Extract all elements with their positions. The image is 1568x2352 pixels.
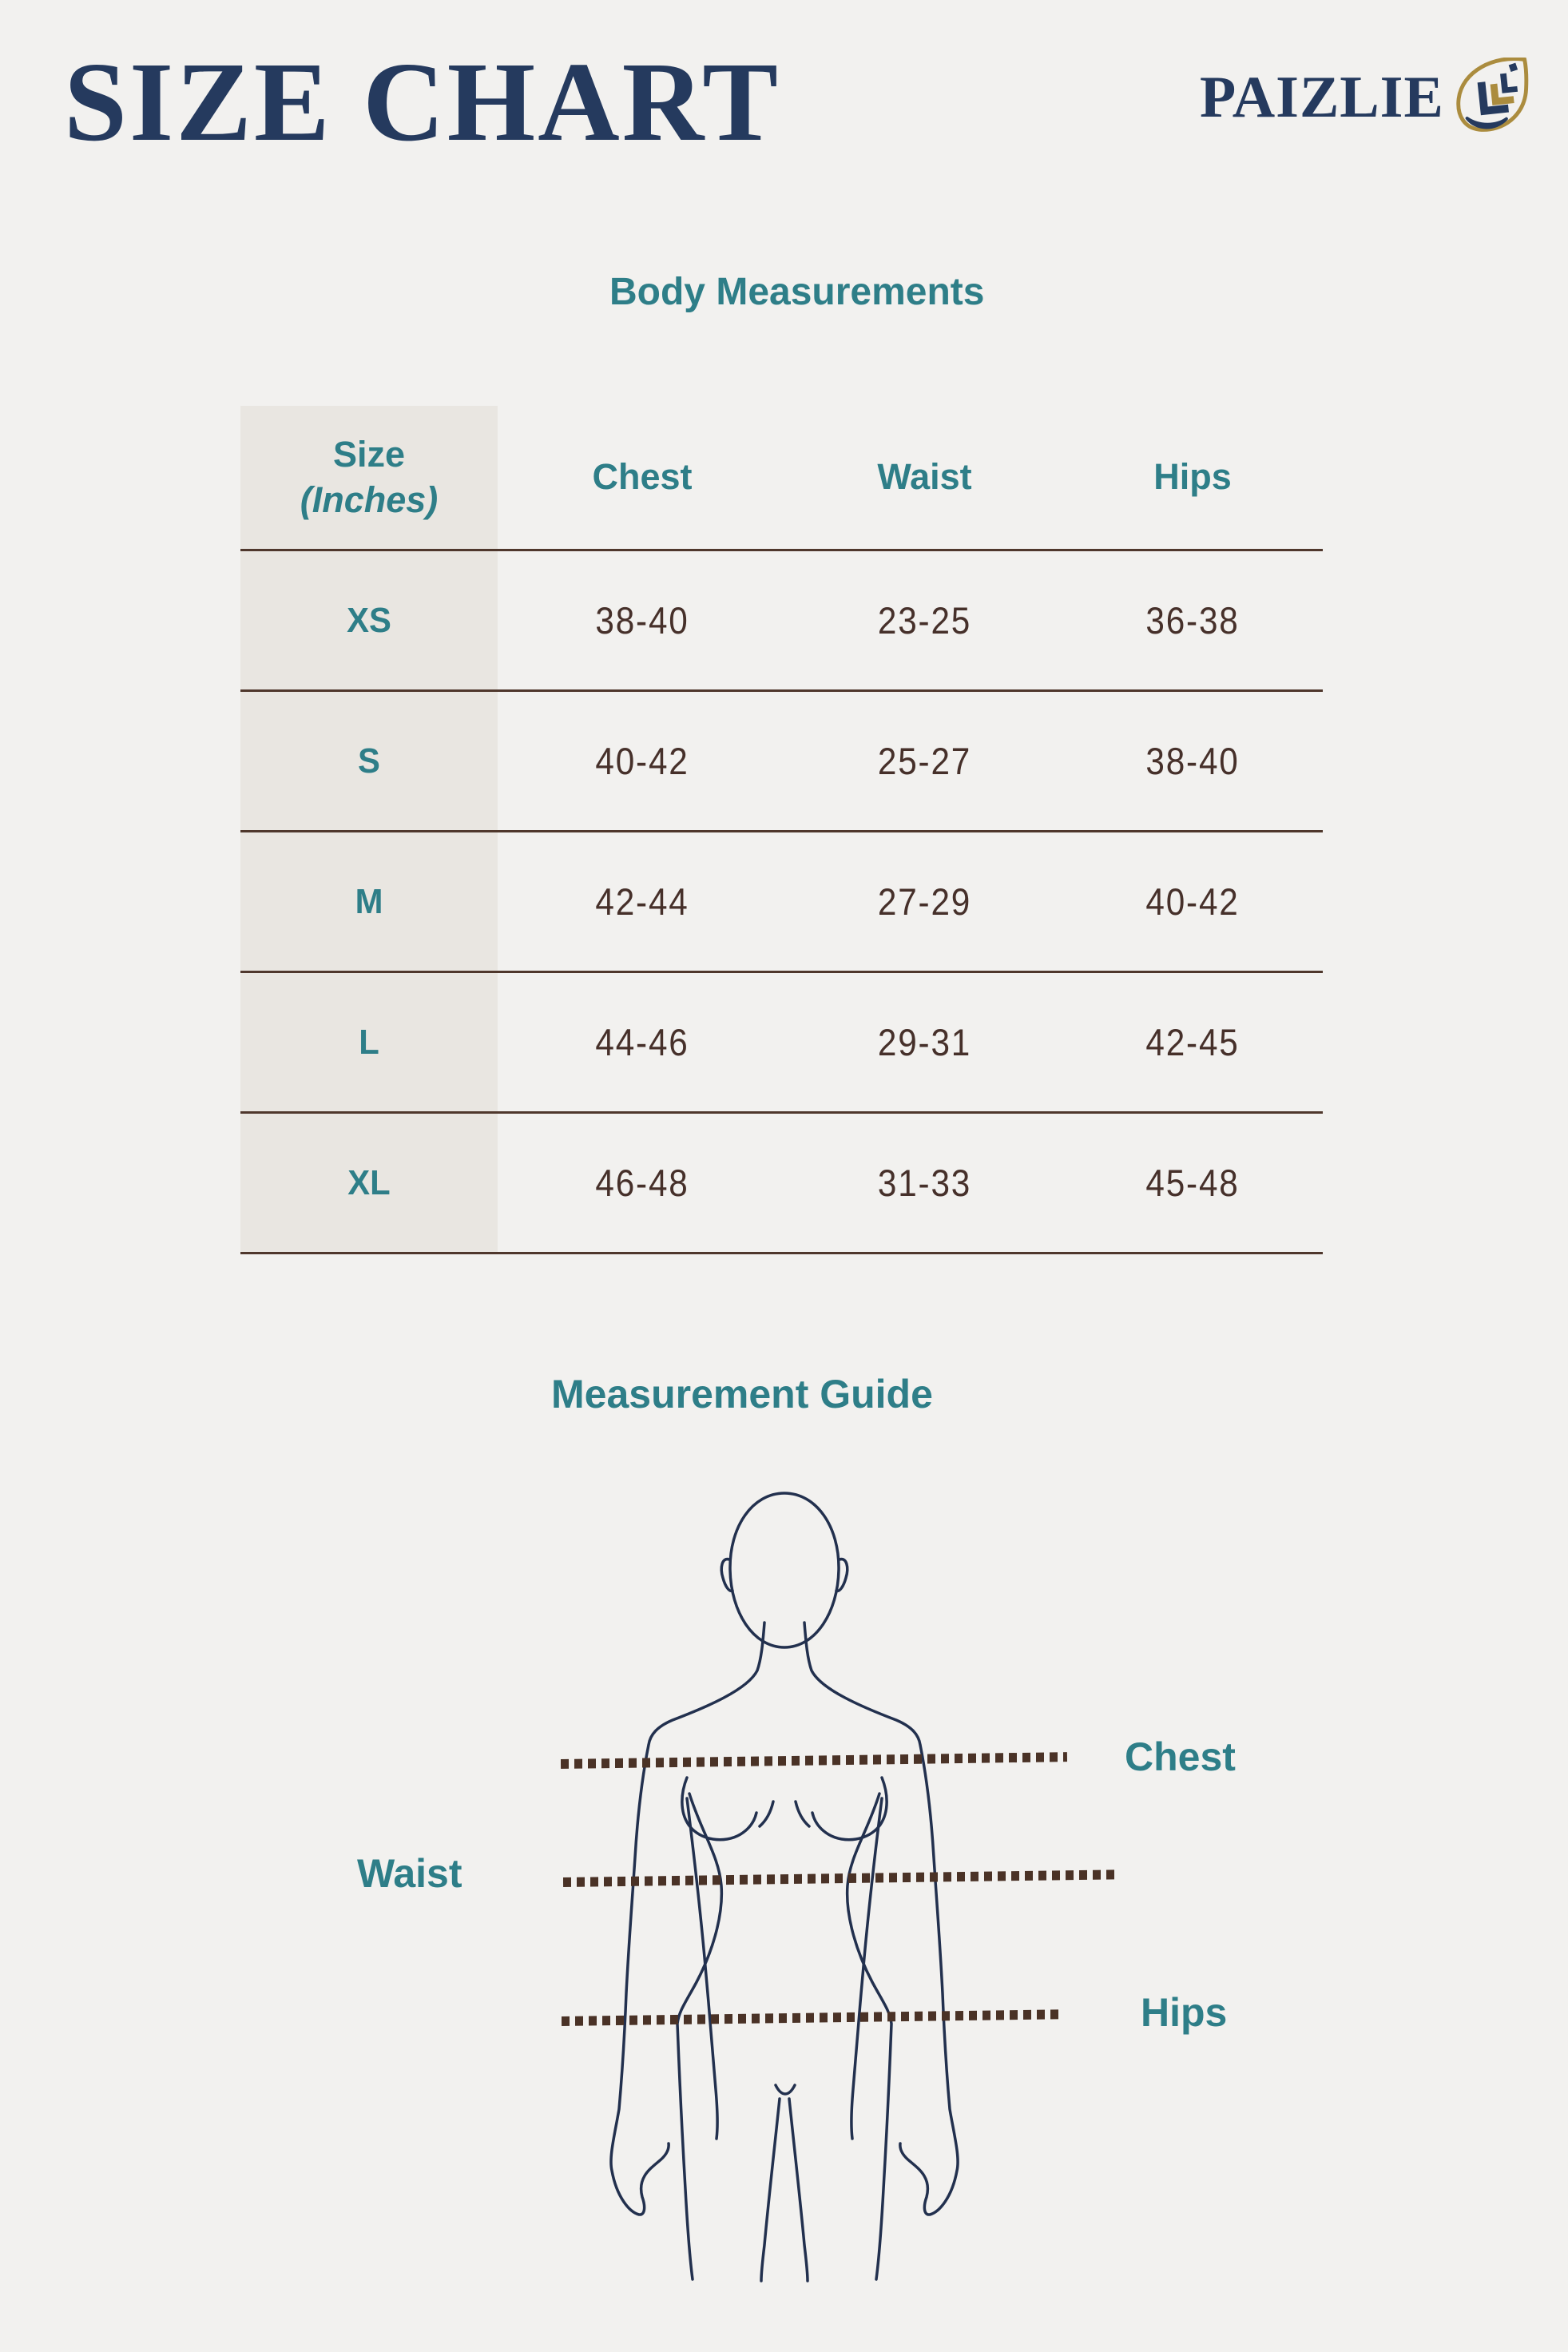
waist-label: Waist [357, 1851, 462, 1896]
hips-column-header: Hips [1153, 456, 1232, 498]
chest-value: 46-48 [595, 1162, 689, 1204]
size-cell: XS [347, 600, 391, 640]
waist-value: 29-31 [877, 1021, 972, 1063]
hips-value: 36-38 [1145, 599, 1240, 642]
waist-value: 23-25 [877, 599, 972, 642]
table-row-l [240, 973, 1323, 1114]
chest-column-header: Chest [592, 456, 693, 498]
body-measurements-heading: Body Measurements [609, 271, 985, 313]
hips-value: 45-48 [1145, 1162, 1240, 1204]
page-title: SIZE CHART [64, 38, 780, 165]
measurement-guide-heading: Measurement Guide [551, 1372, 933, 1416]
waist-value: 25-27 [877, 740, 972, 782]
table-row-xl [240, 1114, 1323, 1254]
size-header-line1: Size [332, 434, 406, 475]
body-figure-illustration [559, 1482, 1086, 2352]
size-header-line2: (Inches) [300, 479, 439, 520]
hips-label: Hips [1141, 1990, 1228, 2035]
waist-column-header: Waist [877, 456, 972, 498]
size-cell: L [359, 1022, 379, 1062]
table-header-row [240, 406, 1323, 551]
chest-label: Chest [1125, 1734, 1236, 1779]
size-cell: S [358, 741, 380, 781]
chest-value: 44-46 [595, 1021, 689, 1063]
chest-value: 40-42 [595, 740, 689, 782]
size-cell: M [355, 881, 383, 921]
chest-value: 42-44 [595, 880, 689, 923]
table-row-s [240, 692, 1323, 832]
waist-value: 31-33 [877, 1162, 972, 1204]
hips-value: 42-45 [1145, 1021, 1240, 1063]
table-row-xs [240, 551, 1323, 692]
brand-name: PAIZLIE [1200, 64, 1444, 130]
size-cell: XL [347, 1162, 391, 1202]
chest-value: 38-40 [595, 599, 689, 642]
size-table [240, 406, 1323, 1254]
hips-value: 38-40 [1145, 740, 1240, 782]
size-column-header [240, 406, 498, 549]
table-row-m [240, 832, 1323, 973]
hips-value: 40-42 [1145, 880, 1240, 923]
waist-value: 27-29 [877, 880, 972, 923]
brand-logo [1200, 58, 1534, 137]
paizlie-leaf-icon [1452, 58, 1534, 137]
